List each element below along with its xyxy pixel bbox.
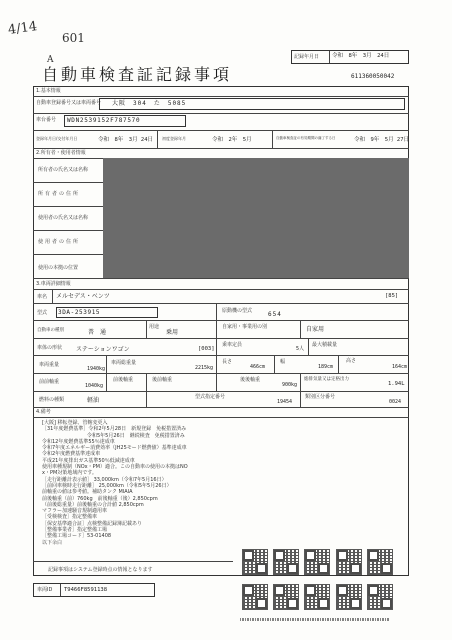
car-id-value: T9466F8591138: [64, 587, 108, 593]
remark-line: 令和7年度エネルギー消費効率（JH25モード燃費値）基準達成車: [42, 445, 187, 452]
remark-line: マフラー加速騒音規制適用車: [42, 508, 108, 515]
private-value: 自家用: [306, 326, 325, 333]
front-front-axle-label: 前前軸重: [39, 379, 60, 385]
front-rear-axle-label: 前後軸重: [113, 377, 134, 383]
section-2-heading: 2.所有者・使用者情報: [36, 150, 86, 156]
section-4-heading: 4.備考: [36, 409, 51, 415]
kind-value: 普 通: [88, 329, 107, 336]
remark-line: ［前回車検時走行距離］ 25,000km（令和5年5月26日）: [42, 482, 172, 489]
qr-code: [304, 584, 330, 610]
issue-date-value: 令和 8年 3月 24日: [98, 137, 154, 143]
displacement-value: 1.94L: [388, 381, 405, 387]
remark-line: （前後総重量）前後軸重の合計値 2,850cpm: [42, 501, 144, 508]
handwritten-date: 4/14: [7, 19, 39, 38]
maker-value: メルセデス・ベンツ: [56, 293, 110, 300]
max-load-label: 最大積載量: [312, 342, 338, 348]
vin-value: WDN2539152F787570: [67, 117, 141, 124]
section-1-heading: 1.基本情報: [36, 88, 61, 94]
remark-line: 令和2年度燃費基準達成車: [42, 451, 101, 458]
weight-label: 車両重量: [39, 362, 60, 368]
remark-line: [大阪] 移転登録、管轄変更入: [42, 420, 108, 426]
maker-code: [85]: [385, 293, 399, 299]
owner-address-label: 所有者の住所: [38, 191, 81, 197]
car-id-label: 車両ID: [37, 587, 53, 593]
rear-axle-value: 900kg: [282, 382, 298, 388]
gross-weight-label: 車両総重量: [111, 360, 137, 366]
front-axle-value: 1040kg: [85, 383, 104, 389]
category-value: 0024: [389, 399, 402, 405]
qr-code: [367, 584, 393, 610]
shape-value: ステーションワゴン: [76, 346, 130, 353]
capacity-label: 乗車定員: [222, 342, 243, 348]
shape-code: [003]: [198, 346, 215, 352]
record-date-label: 記録年月日: [294, 54, 320, 60]
remark-line: x・PM対策地域内です。: [42, 470, 97, 477]
displacement-label: 総排気量又は定格出力: [304, 377, 349, 382]
first-reg-value: 令和 2年 5月: [212, 137, 252, 143]
base-location-label: 使用の本拠の位置: [38, 265, 79, 271]
qr-code: [242, 584, 268, 610]
maker-label: 車名: [37, 294, 48, 300]
handwritten-letter: A: [47, 55, 54, 65]
height-value: 164cm: [392, 364, 408, 370]
remark-line: 平成21年度排出ガス基準50％低減達成車: [42, 457, 135, 464]
qr-code: [304, 549, 330, 575]
remark-line: ［走行距離計表示値］ 33,000km（令和7年5月16日）: [42, 476, 167, 483]
redacted-personal-info: [103, 158, 409, 278]
qr-code: [336, 584, 362, 610]
remarks-list: [42, 420, 342, 546]
qr-code: [273, 549, 299, 575]
qr-code: [367, 549, 393, 575]
user-address-label: 使用者の住所: [38, 239, 81, 245]
record-date-value: 令和 8年 3月 24日: [332, 53, 390, 59]
capacity-value: 5人: [296, 346, 305, 352]
first-reg-label: 初度登録年月: [162, 136, 186, 141]
reg-number-label: 自動車登録番号又は車両番号: [36, 100, 102, 106]
width-label: 幅: [280, 359, 286, 365]
record-date-box: [291, 50, 409, 64]
use-label: 用途: [149, 324, 160, 330]
expiry-value: 令和 9年 5月 27日: [354, 137, 410, 143]
remark-line: 以下余白: [42, 539, 63, 546]
qr-code: [336, 549, 362, 575]
remark-line: ［受検検査］指定整備車: [42, 514, 98, 521]
bottom-barcode-strip: [240, 618, 390, 621]
expiry-label: 自動車検査証の有効期間の満了する日: [276, 136, 336, 140]
remark-line: ［31年度燃費基準］令和2年5月28日 新規登録 免税措置済み: [42, 426, 187, 433]
issue-date-label: 登録年月日/交付年月日: [36, 136, 78, 141]
remark-line: 前軸重の値は参考値。補助タンク MIAIA: [42, 489, 133, 496]
qr-code: [242, 549, 268, 575]
length-label: 長さ: [222, 359, 233, 365]
document-number: 611360050042: [351, 73, 395, 80]
model-label: 型式: [37, 310, 48, 316]
engine-label: 原動機の型式: [222, 308, 253, 314]
use-value: 乗用: [166, 329, 179, 336]
kind-label: 自動車の種別: [37, 328, 64, 333]
shape-label: 車体の形状: [37, 345, 63, 351]
handwritten-number: 601: [62, 31, 85, 45]
remark-line: 前後軸重（前）760kg 前後軸重（後）2,850cpm: [42, 495, 158, 502]
remark-line: ［保安基準適合証］点検整備記録簿記載あり: [42, 520, 143, 527]
height-label: 高さ: [346, 358, 357, 364]
engine-value: 654: [268, 311, 282, 318]
car-id-box: [33, 583, 155, 597]
fuel-value: 軽油: [87, 397, 100, 404]
width-value: 189cm: [318, 364, 334, 370]
user-name-label: 使用者の氏名又は名称: [38, 215, 89, 221]
model-value: 3DA-253915: [58, 309, 101, 316]
reg-number-value: 大阪 304 た 5085: [112, 100, 187, 107]
category-label: 類別区分番号: [305, 394, 336, 400]
private-label: 自家用・事業用の別: [222, 324, 268, 330]
remark-line: 令和5年5月26日 継続検査 免税措置済み: [42, 432, 185, 439]
owner-name-label: 所有者の氏名又は名称: [38, 167, 89, 173]
page-title: 自動車検査証記録事項: [42, 65, 233, 84]
remark-line: ［整備事業者］指定整備工場: [42, 527, 108, 534]
system-note: 記録事項はシステム登録時点の情報となります: [48, 567, 153, 573]
remark-line: 令和12年度燃費基準55％達成車: [42, 438, 115, 445]
type-approval-value: 19454: [277, 399, 293, 405]
gross-weight-value: 2215kg: [195, 365, 214, 371]
section-3-heading: 3.車両詳細情報: [36, 281, 71, 287]
vin-label: 車台番号: [36, 117, 57, 123]
qr-code: [273, 584, 299, 610]
rear-front-axle-label: 後前軸重: [152, 377, 173, 383]
fuel-label: 燃料の種類: [39, 397, 65, 403]
length-value: 466cm: [250, 364, 266, 370]
rear-rear-axle-label: 後後軸重: [240, 377, 261, 383]
weight-value: 1940kg: [87, 366, 106, 372]
remark-line: ［整備工場コード］53-01408: [42, 533, 112, 540]
type-approval-label: 型式指定番号: [195, 394, 226, 400]
remark-line: 使用車種規制（NOx・PM）適合。この自動車の使用の本拠はNO: [42, 464, 188, 471]
